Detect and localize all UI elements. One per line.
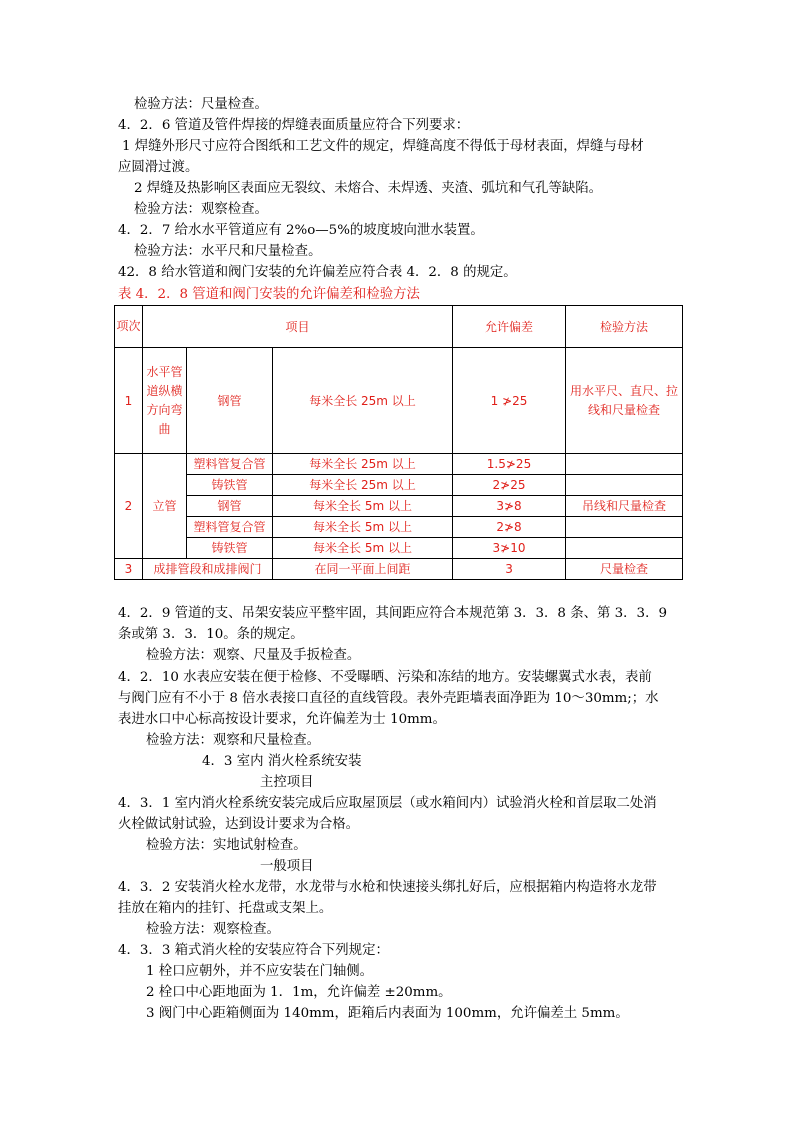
- table-caption: 表 4．2．8 管道和阀门安装的允许偏差和检验方法: [118, 287, 420, 302]
- cell-method: 尺量检查: [566, 559, 683, 580]
- text-line: 1 焊缝外形尺寸应符合图纸和工艺文件的规定，焊缝高度不得低于母材表面，焊缝与母材: [122, 139, 644, 154]
- text-line: 与阀门应有不小于 8 倍水表接口直径的直线管段。表外壳距墙表面净距为 10～30mm;；水: [118, 691, 659, 706]
- cell-group: 立管: [143, 454, 187, 559]
- text-line: 检验方法：观察和尺量检查。: [146, 733, 321, 748]
- clause-4-3-2: 4．3．2 安装消火栓水龙带，水龙带与水枪和快速接头绑扎好后，应根据箱内构造将水龙带: [118, 880, 657, 895]
- text-line: 检验方法：实地试射检查。: [146, 838, 307, 853]
- cell-method-empty: [566, 454, 683, 475]
- cell-desc: 每米全长 25m 以上: [273, 348, 453, 454]
- cell-material: 钢管: [187, 496, 273, 517]
- clause-4-2-10: 4．2．10 水表应安装在便于检修、不受曝晒、污染和冻结的地方。安装螺翼式水表，表前: [118, 670, 652, 685]
- cell-desc: 每米全长 5m 以上: [273, 496, 453, 517]
- text-line: 检验方法：观察检查。: [146, 922, 280, 937]
- cell-group: 水平管道纵横方向弯曲: [143, 348, 187, 454]
- cell-material: 铸铁管: [187, 538, 273, 559]
- clause-4-3-3: 4．3．3 箱式消火栓的安装应符合下列规定：: [118, 943, 389, 958]
- table-row: [115, 538, 683, 559]
- cell-material: 塑料管复合管: [187, 517, 273, 538]
- text-line: 检验方法：尺量检查。: [134, 97, 268, 112]
- clause-4-3-1: 4．3．1 室内消火栓系统安装完成后应取屋顶层（或水箱间内）试验消火栓和首层取二处消: [118, 796, 657, 811]
- cell-method-empty: [566, 538, 683, 559]
- cell-item: 成排管段和成排阀门: [143, 559, 273, 580]
- header-no: 项次: [115, 306, 143, 348]
- cell-desc: 在同一平面上间距: [273, 559, 453, 580]
- clause-4-2-6: 4．2．6 管道及管件焊接的焊缝表面质量应符合下列要求：: [118, 118, 470, 133]
- text-line: 火栓做试射试验，达到设计要求为合格。: [118, 817, 360, 832]
- cell-material: 钢管: [187, 348, 273, 454]
- table-row: [115, 454, 683, 475]
- header-method: 检验方法: [566, 306, 683, 348]
- cell-method-empty: [566, 517, 683, 538]
- cell-desc: 每米全长 25m 以上: [273, 475, 453, 496]
- text-line: 检验方法：观察检查。: [134, 202, 268, 217]
- text-line: 条或第 3．3．10。条的规定。: [118, 627, 304, 642]
- tolerance-table: [114, 305, 683, 580]
- cell-tolerance: 3≯10: [453, 538, 566, 559]
- text-line: 2 焊缝及热影响区表面应无裂纹、未熔合、未焊透、夹渣、弧坑和气孔等缺陷。: [134, 181, 603, 196]
- clause-4-2-8: 42．8 给水管道和阀门安装的允许偏差应符合表 4．2．8 的规定。: [118, 265, 517, 280]
- text-line: 挂放在箱内的挂钉、托盘或支架上。: [118, 901, 333, 916]
- clause-4-2-7: 4．2．7 给水水平管道应有 2%o—5%的坡度坡向泄水装置。: [118, 223, 484, 238]
- cell-method: 吊线和尺量检查: [566, 496, 683, 517]
- list-item: 2 栓口中心距地面为 1．1m，允许偏差 ±20mm。: [146, 985, 452, 1000]
- cell-desc: 每米全长 5m 以上: [273, 538, 453, 559]
- list-item: 3 阀门中心距箱侧面为 140mm，距箱后内表面为 100mm，允许偏差土 5mm。: [146, 1006, 629, 1021]
- cell-tolerance: 2≯25: [453, 475, 566, 496]
- list-item: 1 栓口应朝外，并不应安装在门轴侧。: [146, 964, 374, 979]
- cell-tolerance: 1 ≯25: [453, 348, 566, 454]
- text-line: 检验方法：水平尺和尺量检查。: [134, 244, 322, 259]
- cell-material: 塑料管复合管: [187, 454, 273, 475]
- cell-desc: 每米全长 5m 以上: [273, 517, 453, 538]
- text-line: 检验方法：观察、尺量及手扳检查。: [146, 648, 361, 663]
- cell-material: 铸铁管: [187, 475, 273, 496]
- cell-tolerance: 2≯8: [453, 517, 566, 538]
- cell-tolerance: 1.5≯25: [453, 454, 566, 475]
- clause-4-2-9: 4．2．9 管道的支、吊架安装应平整牢固，其间距应符合本规范第 3．3．8 条、第 3．3．9: [118, 606, 667, 621]
- text-line: 表进水口中心标高按设计要求，允许偏差为士 10mm。: [118, 712, 446, 727]
- header-item: 项目: [143, 306, 453, 348]
- cell-no: 2: [115, 454, 143, 559]
- subsection-heading: 一般项目: [260, 859, 314, 874]
- cell-tolerance: 3: [453, 559, 566, 580]
- table-header-row: [115, 306, 683, 348]
- cell-method-empty: [566, 475, 683, 496]
- table-row: [115, 496, 683, 517]
- cell-no: 1: [115, 348, 143, 454]
- table-row: [115, 517, 683, 538]
- subsection-heading: 主控项目: [260, 775, 314, 790]
- cell-no: 3: [115, 559, 143, 580]
- table-row: [115, 559, 683, 580]
- table-row: [115, 348, 683, 454]
- header-tolerance: 允许偏差: [453, 306, 566, 348]
- cell-tolerance: 3≯8: [453, 496, 566, 517]
- section-heading: 4．3 室内 消火栓系统安装: [202, 754, 362, 769]
- table-row: [115, 475, 683, 496]
- cell-desc: 每米全长 25m 以上: [273, 454, 453, 475]
- text-line: 应圆滑过渡。: [118, 160, 199, 175]
- cell-method: 用水平尺、直尺、拉线和尺量检查: [566, 348, 683, 454]
